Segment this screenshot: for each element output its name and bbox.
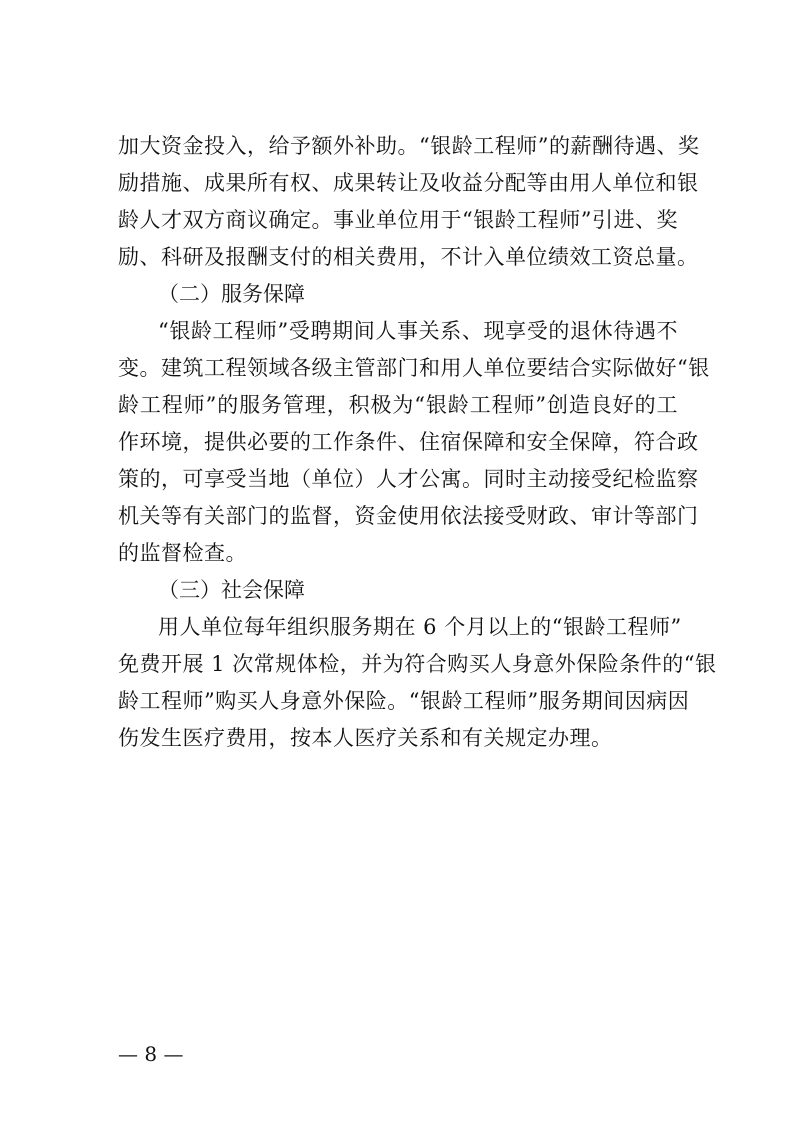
section-heading-service: （二）服务保障 (158, 282, 305, 306)
text-line: 伤发生医疗费用，按本人医疗关系和有关规定办理。 (118, 726, 613, 750)
section-heading-social: （三）社会保障 (158, 578, 305, 602)
text-line: 的监督检查。 (118, 541, 247, 565)
text-line: 龄工程师”的服务管理，积极为“银龄工程师”创造良好的工 (118, 393, 678, 417)
text-line: 励、科研及报酬支付的相关费用，不计入单位绩效工资总量。 (118, 245, 699, 269)
paragraph-funding (118, 128, 700, 276)
page-number: — 8 — (118, 1042, 184, 1066)
text-line: 免费开展 1 次常规体检，并为符合购买人身意外保险条件的“银 (118, 652, 717, 676)
text-line: 励措施、成果所有权、成果转让及收益分配等由用人单位和银 (118, 171, 699, 195)
text-line: 加大资金投入，给予额外补助。“银龄工程师”的薪酬待遇、奖 (118, 134, 700, 158)
text-line: “银龄工程师”受聘期间人事关系、现享受的退休待遇不 (158, 319, 678, 343)
text-line: 龄工程师”购买人身意外保险。“银龄工程师”服务期间因病因 (118, 689, 690, 713)
paragraph-social (118, 609, 717, 757)
text-line: 龄人才双方商议确定。事业单位用于“银龄工程师”引进、奖 (118, 208, 678, 232)
text-line: 作环境，提供必要的工作条件、住宿保障和安全保障，符合政 (118, 430, 699, 454)
text-line: 策的，可享受当地（单位）人才公寓。同时主动接受纪检监察 (118, 467, 699, 491)
paragraph-service (118, 313, 710, 572)
text-line: 变。建筑工程领域各级主管部门和用人单位要结合实际做好“银 (118, 356, 710, 380)
text-line: 机关等有关部门的监督，资金使用依法接受财政、审计等部门 (118, 504, 699, 528)
text-line: 用人单位每年组织服务期在 6 个月以上的“银龄工程师” (158, 615, 682, 639)
document-body (118, 128, 717, 757)
